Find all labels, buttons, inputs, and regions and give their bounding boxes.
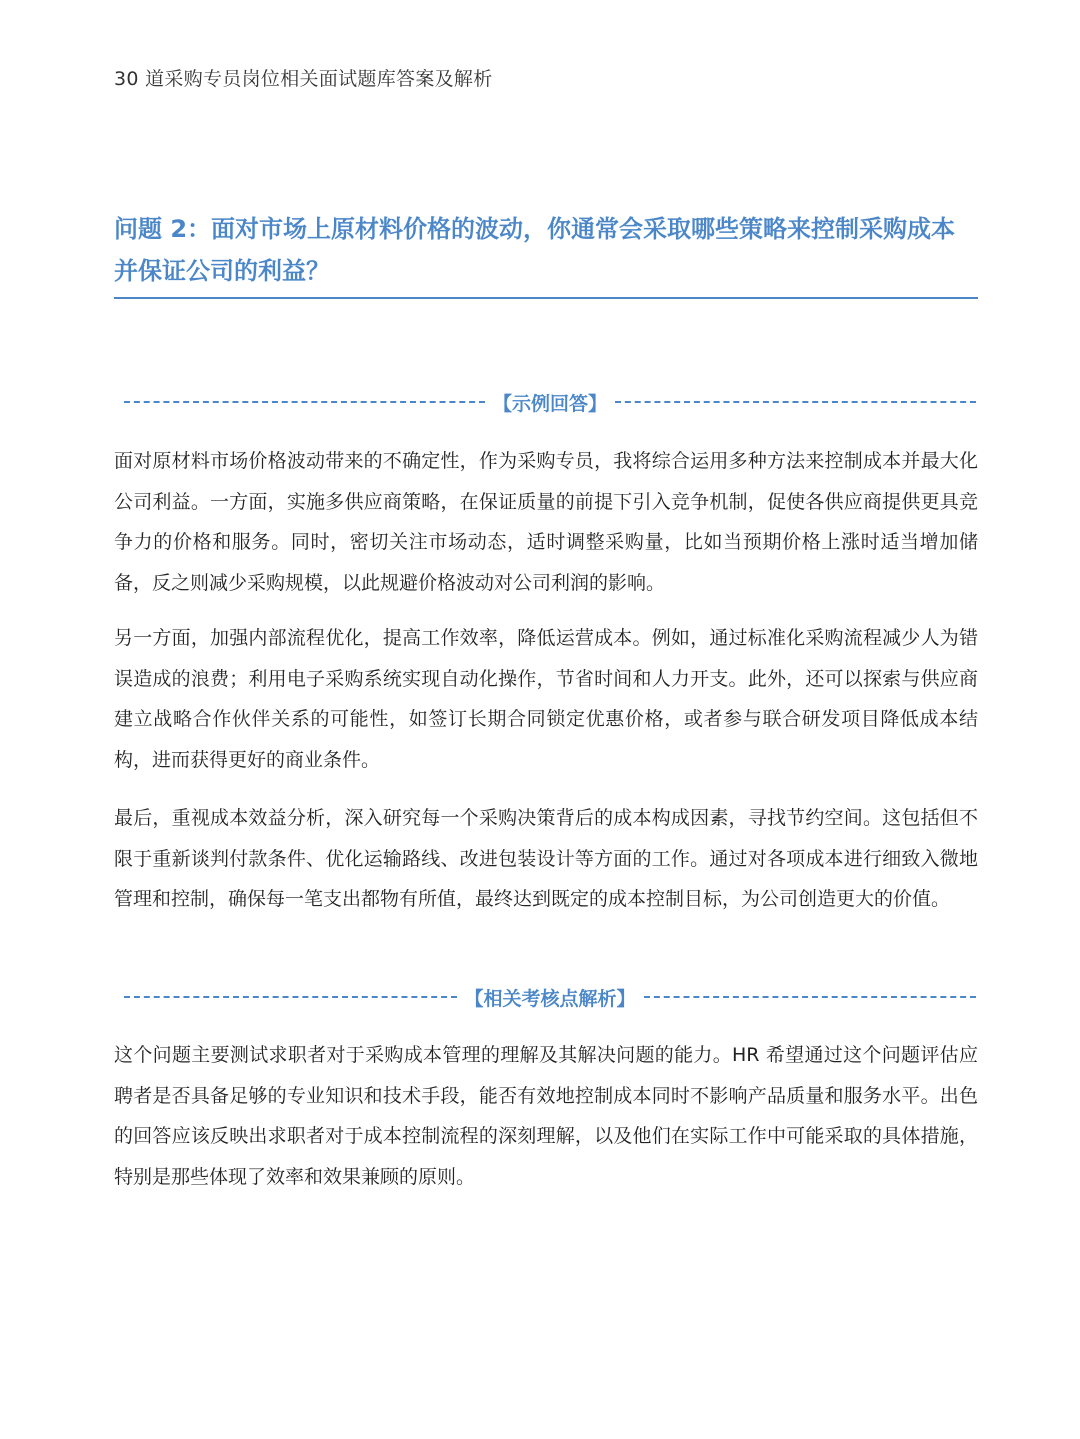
answer-paragraph-3: 最后，重视成本效益分析，深入研究每一个采购决策背后的成本构成因素，寻找节约空间。这包括但不限于重新谈判付款条件、优化运输路线、改进包装设计等方面的工作。通过对各项成本进行细致入微地管理和控制，确保每一笔支出都物有所值，最终达到既定的成本控制目标，为公司创造更大的价值。 [114,807,978,910]
analysis-paragraph: 这个问题主要测试求职者对于采购成本管理的理解及其解决问题的能力。HR 希望通过这个问题评估应聘者是否具备足够的专业知识和技术手段，能否有效地控制成本同时不影响产品质量和服务水平。出色的回答应该反映出求职者对于成本控制流程的深刻理解，以及他们在实际工作中可能采取的具体措施，特别是那些体现了效率和效果兼顾的原则。 [114,1044,978,1188]
divider-dash-right [644,996,977,998]
running-header: 30 道采购专员岗位相关面试题库答案及解析 [114,68,493,90]
answer-section-label: 【示例回答】 [493,392,608,415]
analysis-section-label: 【相关考核点解析】 [464,987,636,1010]
divider-dash-left [124,996,457,998]
answer-paragraph-2: 另一方面，加强内部流程优化，提高工作效率，降低运营成本。例如，通过标准化采购流程减少人为错误造成的浪费；利用电子采购系统实现自动化操作，节省时间和人力开支。此外，还可以探索与供应商建立战略合作伙伴关系的可能性，如签订长期合同锁定优惠价格，或者参与联合研发项目降低成本结构，进而获得更好的商业条件。 [114,627,978,771]
divider-dash-right [615,401,976,403]
answer-paragraph-1: 面对原材料市场价格波动带来的不确定性，作为采购专员，我将综合运用多种方法来控制成本并最大化公司利益。一方面，实施多供应商策略，在保证质量的前提下引入竞争机制，促使各供应商提供更具竞争力的价格和服务。同时，密切关注市场动态，适时调整采购量，比如当预期价格上涨时适当增加储备，反之则减少采购规模，以此规避价格波动对公司利润的影响。 [114,450,978,594]
divider-dash-left [124,401,485,403]
question-underline [114,297,978,299]
analysis-section-divider [124,982,976,1012]
answer-section-divider [124,387,976,417]
question-heading: 问题 2：面对市场上原材料价格的波动，你通常会采取哪些策略来控制采购成本并保证公司的利益？ [114,215,956,285]
